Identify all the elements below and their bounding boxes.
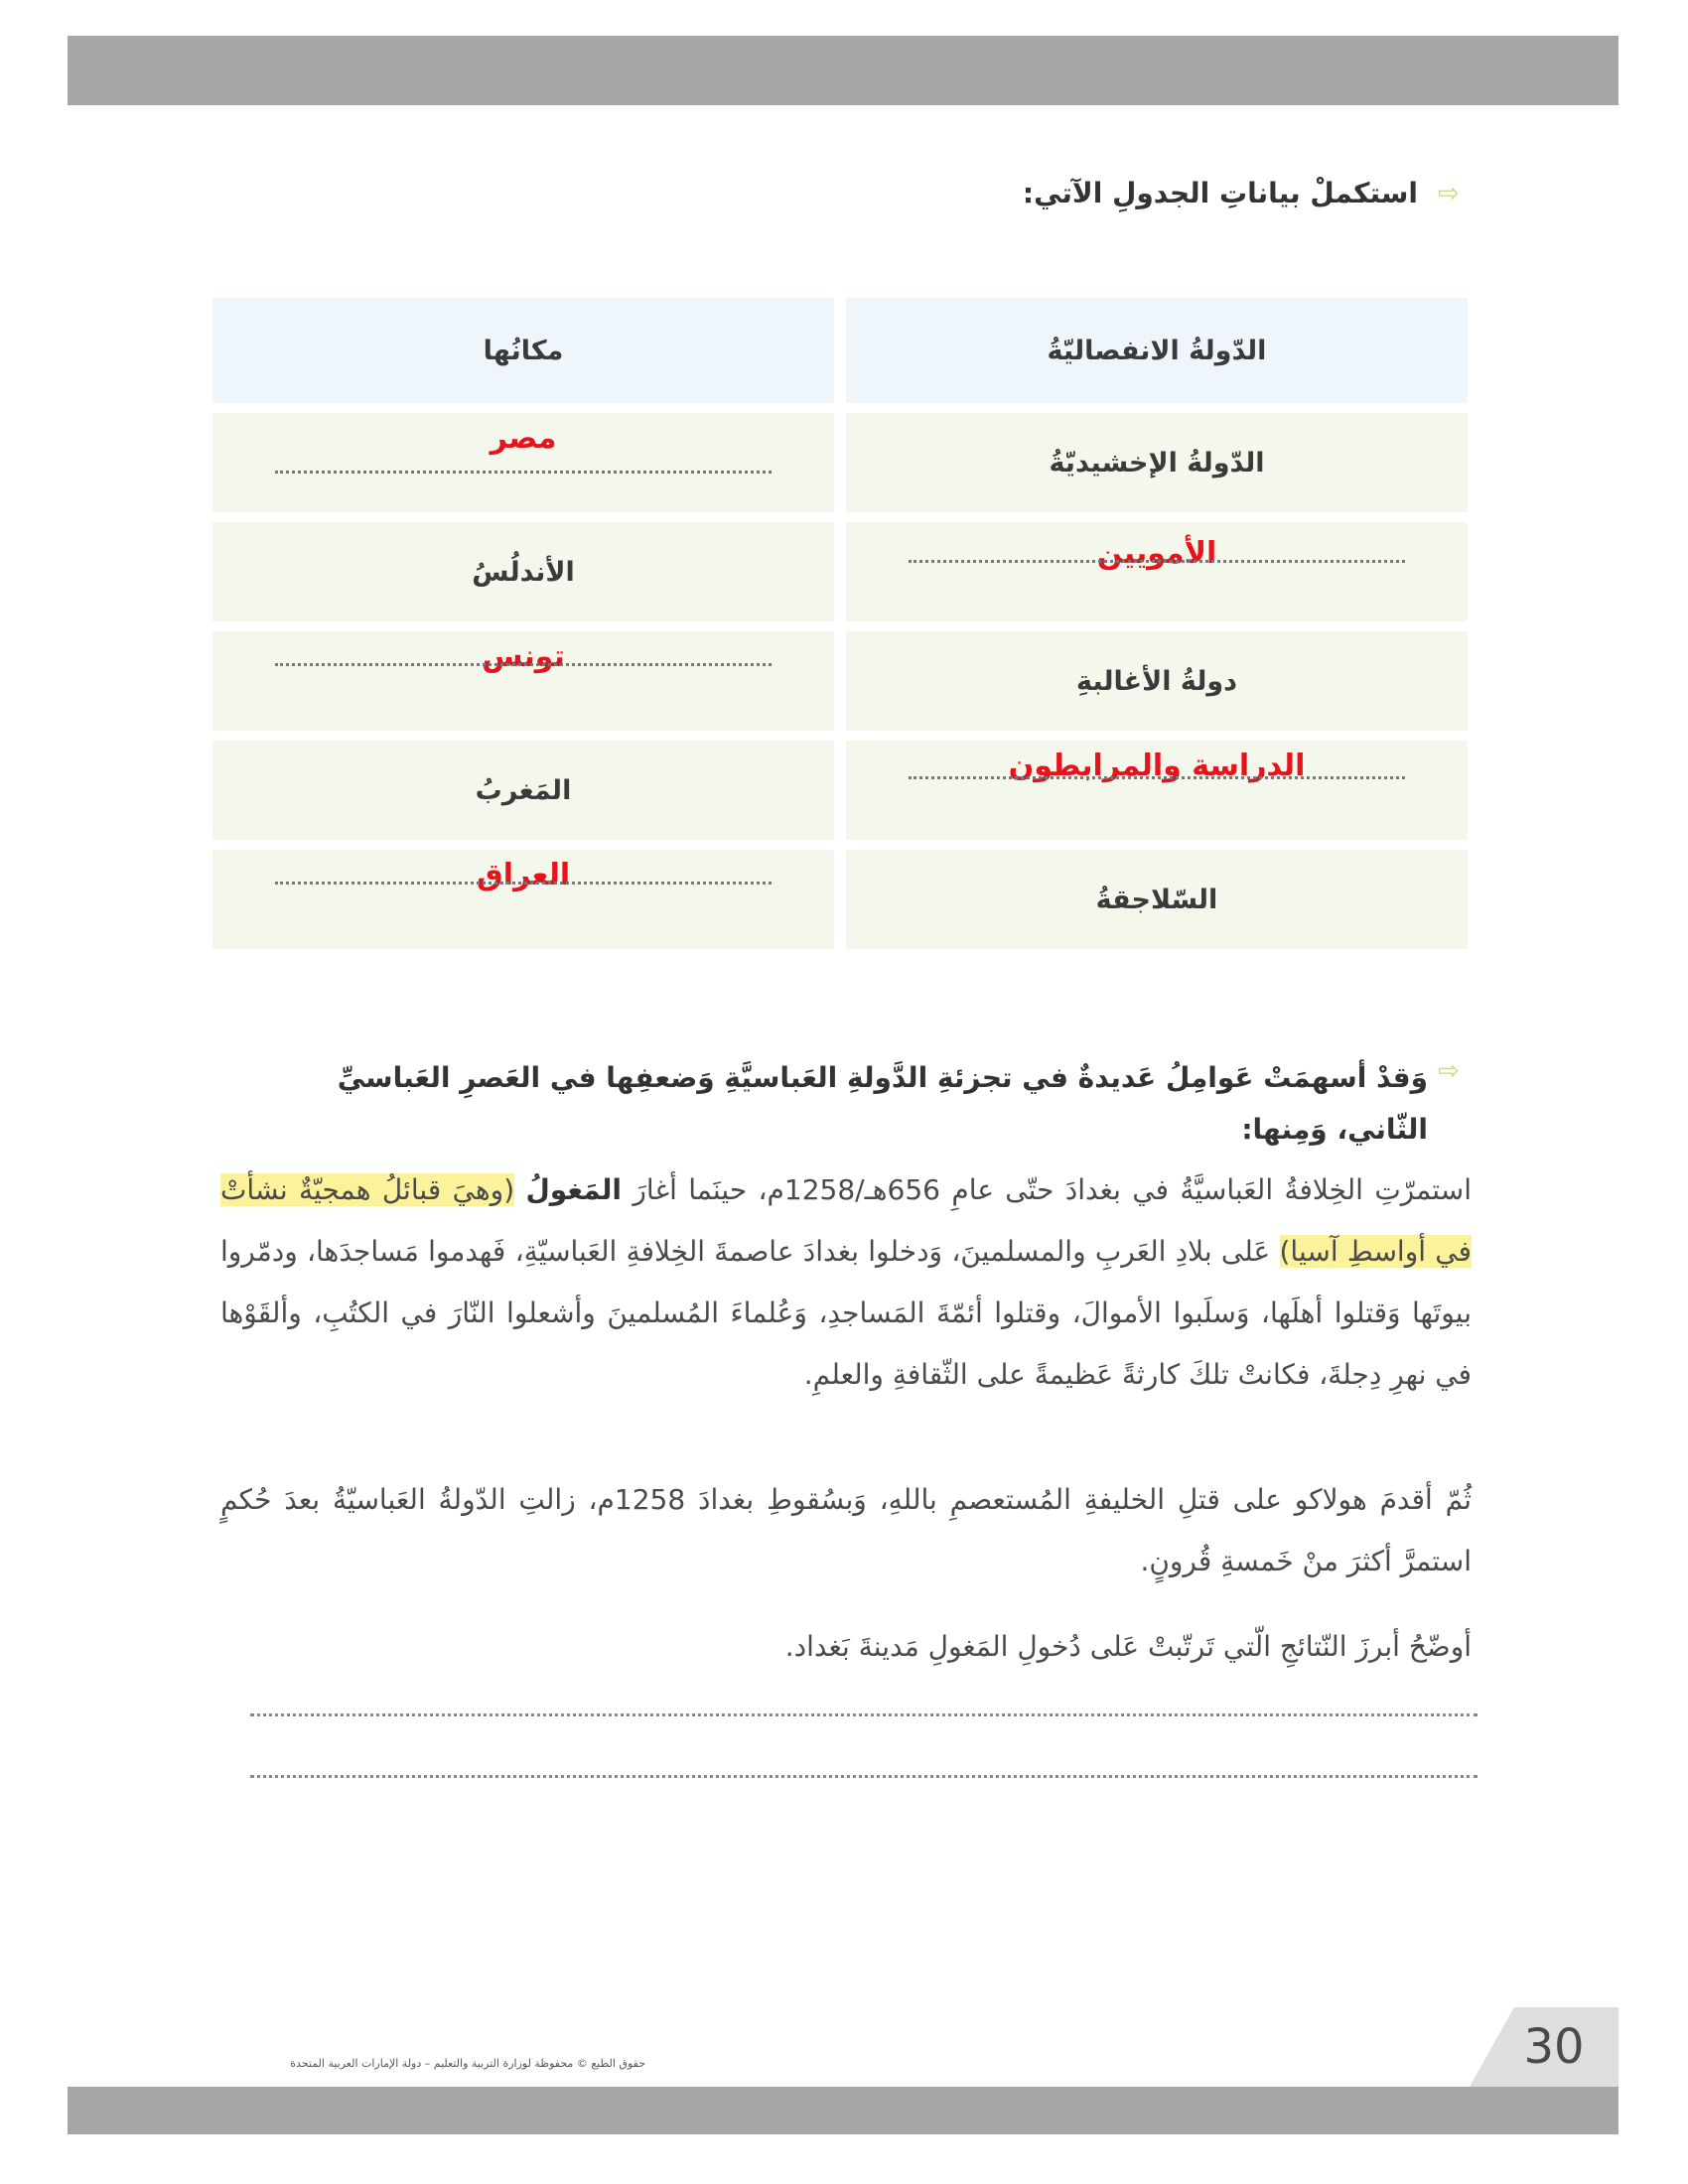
paragraph-text: عَلى بلادِ العَربِ والمسلمينَ، وَدخلوا بغدادَ عاصمةَ الخِلافةِ العَباسيّةِ، فَهدموا مَساجدَها، ودمّروا بيوتَها وَقتلوا أهلَها، وَسلَبوا الأموالَ، وقتلوا أئمّةَ المَساجدِ، وَعُلماءَ المُسلمينَ وأشعلوا النّارَ في الكتُبِ، وألقَوْها في نهرِ دِجلةَ، فكانتْ تلكَ كارثةً عَظيمةً على الثّقافةِ والعلمِ. [220, 1235, 1472, 1391]
header-state: الدّولةُ الانفصاليّةُ [846, 298, 1468, 403]
table-instruction: استكملْ بياناتِ الجدولِ الآتي: [1022, 177, 1418, 209]
state-cell: دولةُ الأغالبةِ [846, 631, 1468, 731]
place-cell: الأندلُسُ [212, 522, 834, 621]
paragraph-hulagu: ثُمّ أقدمَ هولاكو على قتلِ الخليفةِ المُستعصمِ باللهِ، وَبسُقوطِ بغدادَ 1258م، زالتِ الدّولةُ العَباسيّةُ بعدَ حُكمٍ استمرَّ أكثرَ منْ خَمسةِ قُرونٍ. [220, 1483, 1473, 1577]
arrow-icon: ⇨ [1438, 1056, 1460, 1086]
footer-credit: حقوق الطبع © محفوظة لوزارة التربية والتعليم – دولة الإمارات العربية المتحدة [290, 2057, 645, 2070]
highlighted-text: (وهيَ قبائلُ همجيّةٌ نشأتْ في أواسطِ آسيا) [220, 1173, 1472, 1268]
answer-line[interactable] [250, 1713, 1477, 1716]
place-answer-cell[interactable] [212, 850, 834, 949]
table-row [212, 850, 1468, 949]
answer-dotted-line [275, 471, 773, 474]
paragraph-text: استمرّتِ الخِلافةُ العَباسيَّةُ في بغدادَ حتّى عامِ 656هـ/1258م، حينَما أغارَ [633, 1173, 1472, 1206]
handwritten-answer: الأمويين [1096, 536, 1217, 571]
question-text: أوضّحُ أبرزَ النّتائجِ الّتي تَرتّبتْ عَلى دُخولِ المَغولِ مَدينةَ بَغداد. [784, 1630, 1472, 1663]
table-header-row [212, 298, 1468, 403]
page-number: 30 [1523, 2019, 1585, 2075]
handwritten-answer: الدراسة والمرابطون [1008, 749, 1306, 783]
answer-line[interactable] [250, 1775, 1477, 1778]
handwritten-answer: مصر [490, 421, 557, 456]
state-answer-cell[interactable] [846, 741, 1468, 840]
answer-dotted-line [275, 663, 773, 666]
table-row [212, 631, 1468, 731]
top-header-bar [68, 36, 1618, 105]
arrow-icon: ⇨ [1438, 179, 1460, 208]
state-cell: السّلاجقةُ [846, 850, 1468, 949]
state-cell: الدّولةُ الإخشيديّةُ [846, 413, 1468, 512]
bold-term: المَغولُ [525, 1173, 623, 1206]
place-answer-cell[interactable] [212, 631, 834, 731]
place-answer-cell[interactable] [212, 413, 834, 512]
bottom-footer-bar [68, 2087, 1618, 2134]
table-row [212, 413, 1468, 512]
state-answer-cell[interactable] [846, 522, 1468, 621]
handwritten-answer: العراق [476, 858, 571, 892]
separatist-states-table [201, 288, 1479, 959]
answer-dotted-line [275, 882, 773, 885]
place-cell: المَغربُ [212, 741, 834, 840]
table-row [212, 741, 1468, 840]
answer-dotted-line [909, 560, 1406, 563]
table-row [212, 522, 1468, 621]
handwritten-answer: تونس [482, 639, 565, 674]
factors-heading: وَقدْ أسهمَتْ عَوامِلُ عَديدةٌ في تجزئةِ الدَّولةِ العَباسيَّةِ وَضعفِها في العَصرِ العَباسيِّ الثّاني، وَمِنها: [337, 1061, 1428, 1146]
header-place: مكانُها [212, 298, 834, 403]
paragraph-mongols [220, 1160, 1472, 1406]
answer-dotted-line [909, 776, 1406, 779]
